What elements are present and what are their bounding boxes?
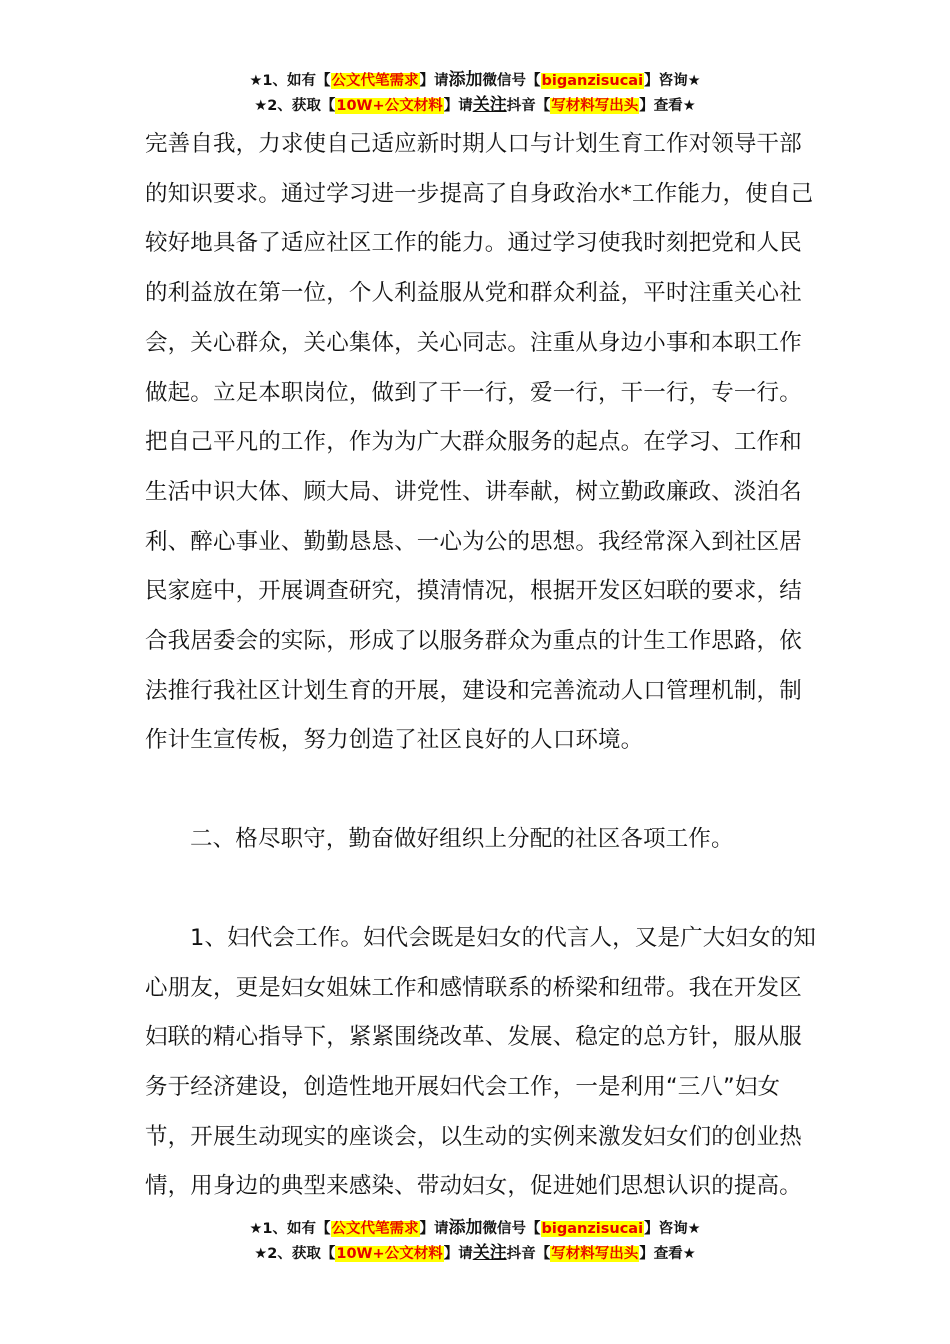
banner-text: ★2、获取【: [254, 1246, 336, 1262]
section-heading: [145, 815, 815, 865]
banner-line-2: [0, 1241, 950, 1266]
text-line: 较好地具备了适应社区工作的能力。通过学习使我时刻把党和人民: [145, 230, 802, 257]
banner-text: 】查看★: [639, 98, 696, 114]
text-line: 利、醉心事业、勤勤恳恳、一心为公的思想。我经常深入到社区居: [145, 528, 802, 555]
banner-highlight: 10W+公文材料: [336, 98, 443, 114]
banner-douyin-id: 写材料写出头: [551, 1246, 639, 1262]
text-line: 妇联的精心指导下，紧紧围绕改革、发展、稳定的总方针，服从服: [145, 1024, 802, 1051]
banner-line-1: [0, 1216, 950, 1241]
text-line: 情，用身边的典型来感染、带动妇女，促进她们思想认识的提高。: [145, 1173, 802, 1200]
banner-emphasis: 添加: [448, 70, 483, 90]
banner-text: 】请: [443, 1246, 473, 1262]
header-banner: [0, 68, 950, 118]
banner-text: 微信号【: [482, 73, 541, 89]
banner-text: 】查看★: [639, 1246, 696, 1262]
banner-highlight: 公文代笔需求: [331, 73, 419, 89]
text-line: 民家庭中，开展调查研究，摸清情况，根据开发区妇联的要求，结: [145, 578, 802, 605]
text-line: 心朋友，更是妇女姐妹工作和感情联系的桥梁和纽带。我在开发区: [145, 974, 802, 1001]
banner-highlight: 公文代笔需求: [331, 1221, 419, 1237]
banner-text: ★1、如有【: [249, 1221, 331, 1237]
banner-emphasis: 关注: [472, 95, 507, 115]
text-line: 的利益放在第一位，个人利益服从党和群众利益，平时注重关心社: [145, 280, 802, 307]
banner-emphasis: 关注: [472, 1243, 507, 1263]
banner-emphasis: 添加: [448, 1218, 483, 1238]
paragraph-1: [145, 120, 815, 766]
text-line: 生活中识大体、顾大局、讲党性、讲奉献，树立勤政廉政、淡泊名: [145, 478, 802, 505]
banner-text: ★2、获取【: [254, 98, 336, 114]
footer-banner: [0, 1216, 950, 1266]
text-line: 作计生宣传板，努力创造了社区良好的人口环境。: [145, 727, 644, 754]
banner-wechat-id: biganzisucai: [541, 73, 644, 89]
banner-text: 】请: [419, 73, 449, 89]
text-line: 把自己平凡的工作，作为为广大群众服务的起点。在学习、工作和: [145, 429, 802, 456]
text-line: 的知识要求。通过学习进一步提高了自身政治水*工作能力，使自己: [145, 180, 814, 207]
banner-text: 微信号【: [482, 1221, 541, 1237]
banner-text: 抖音【: [506, 98, 551, 114]
banner-highlight: 10W+公文材料: [336, 1246, 443, 1262]
text-line: 节，开展生动现实的座谈会，以生动的实例来激发妇女们的创业热: [145, 1123, 802, 1150]
text-line: 做起。立足本职岗位，做到了干一行，爱一行，干一行，专一行。: [145, 379, 802, 406]
banner-text: 】请: [419, 1221, 449, 1237]
banner-text: 】咨询★: [644, 1221, 701, 1237]
paragraph-2: [145, 914, 815, 1212]
banner-line-1: [0, 68, 950, 93]
heading-text: 二、格尽职守，勤奋做好组织上分配的社区各项工作。: [190, 826, 734, 853]
banner-text: ★1、如有【: [249, 73, 331, 89]
text-line: 务于经济建设，创造性地开展妇代会工作，一是利用“三八”妇女: [145, 1073, 781, 1100]
text-line: 会，关心群众，关心集体，关心同志。注重从身边小事和本职工作: [145, 329, 802, 356]
text-line: 完善自我，力求使自己适应新时期人口与计划生育工作对领导干部: [145, 131, 802, 157]
banner-line-2: [0, 93, 950, 118]
banner-wechat-id: biganzisucai: [541, 1221, 644, 1237]
banner-douyin-id: 写材料写出头: [551, 98, 639, 114]
banner-text: 】咨询★: [644, 73, 701, 89]
banner-text: 】请: [443, 98, 473, 114]
text-line: 合我居委会的实际，形成了以服务群众为重点的计生工作思路，依: [145, 628, 802, 655]
document-body: [145, 120, 815, 1212]
banner-text: 抖音【: [506, 1246, 551, 1262]
text-line: 法推行我社区计划生育的开展，建设和完善流动人口管理机制，制: [145, 677, 802, 704]
text-line: 1、妇代会工作。妇代会既是妇女的代言人，又是广大妇女的知: [190, 924, 817, 951]
